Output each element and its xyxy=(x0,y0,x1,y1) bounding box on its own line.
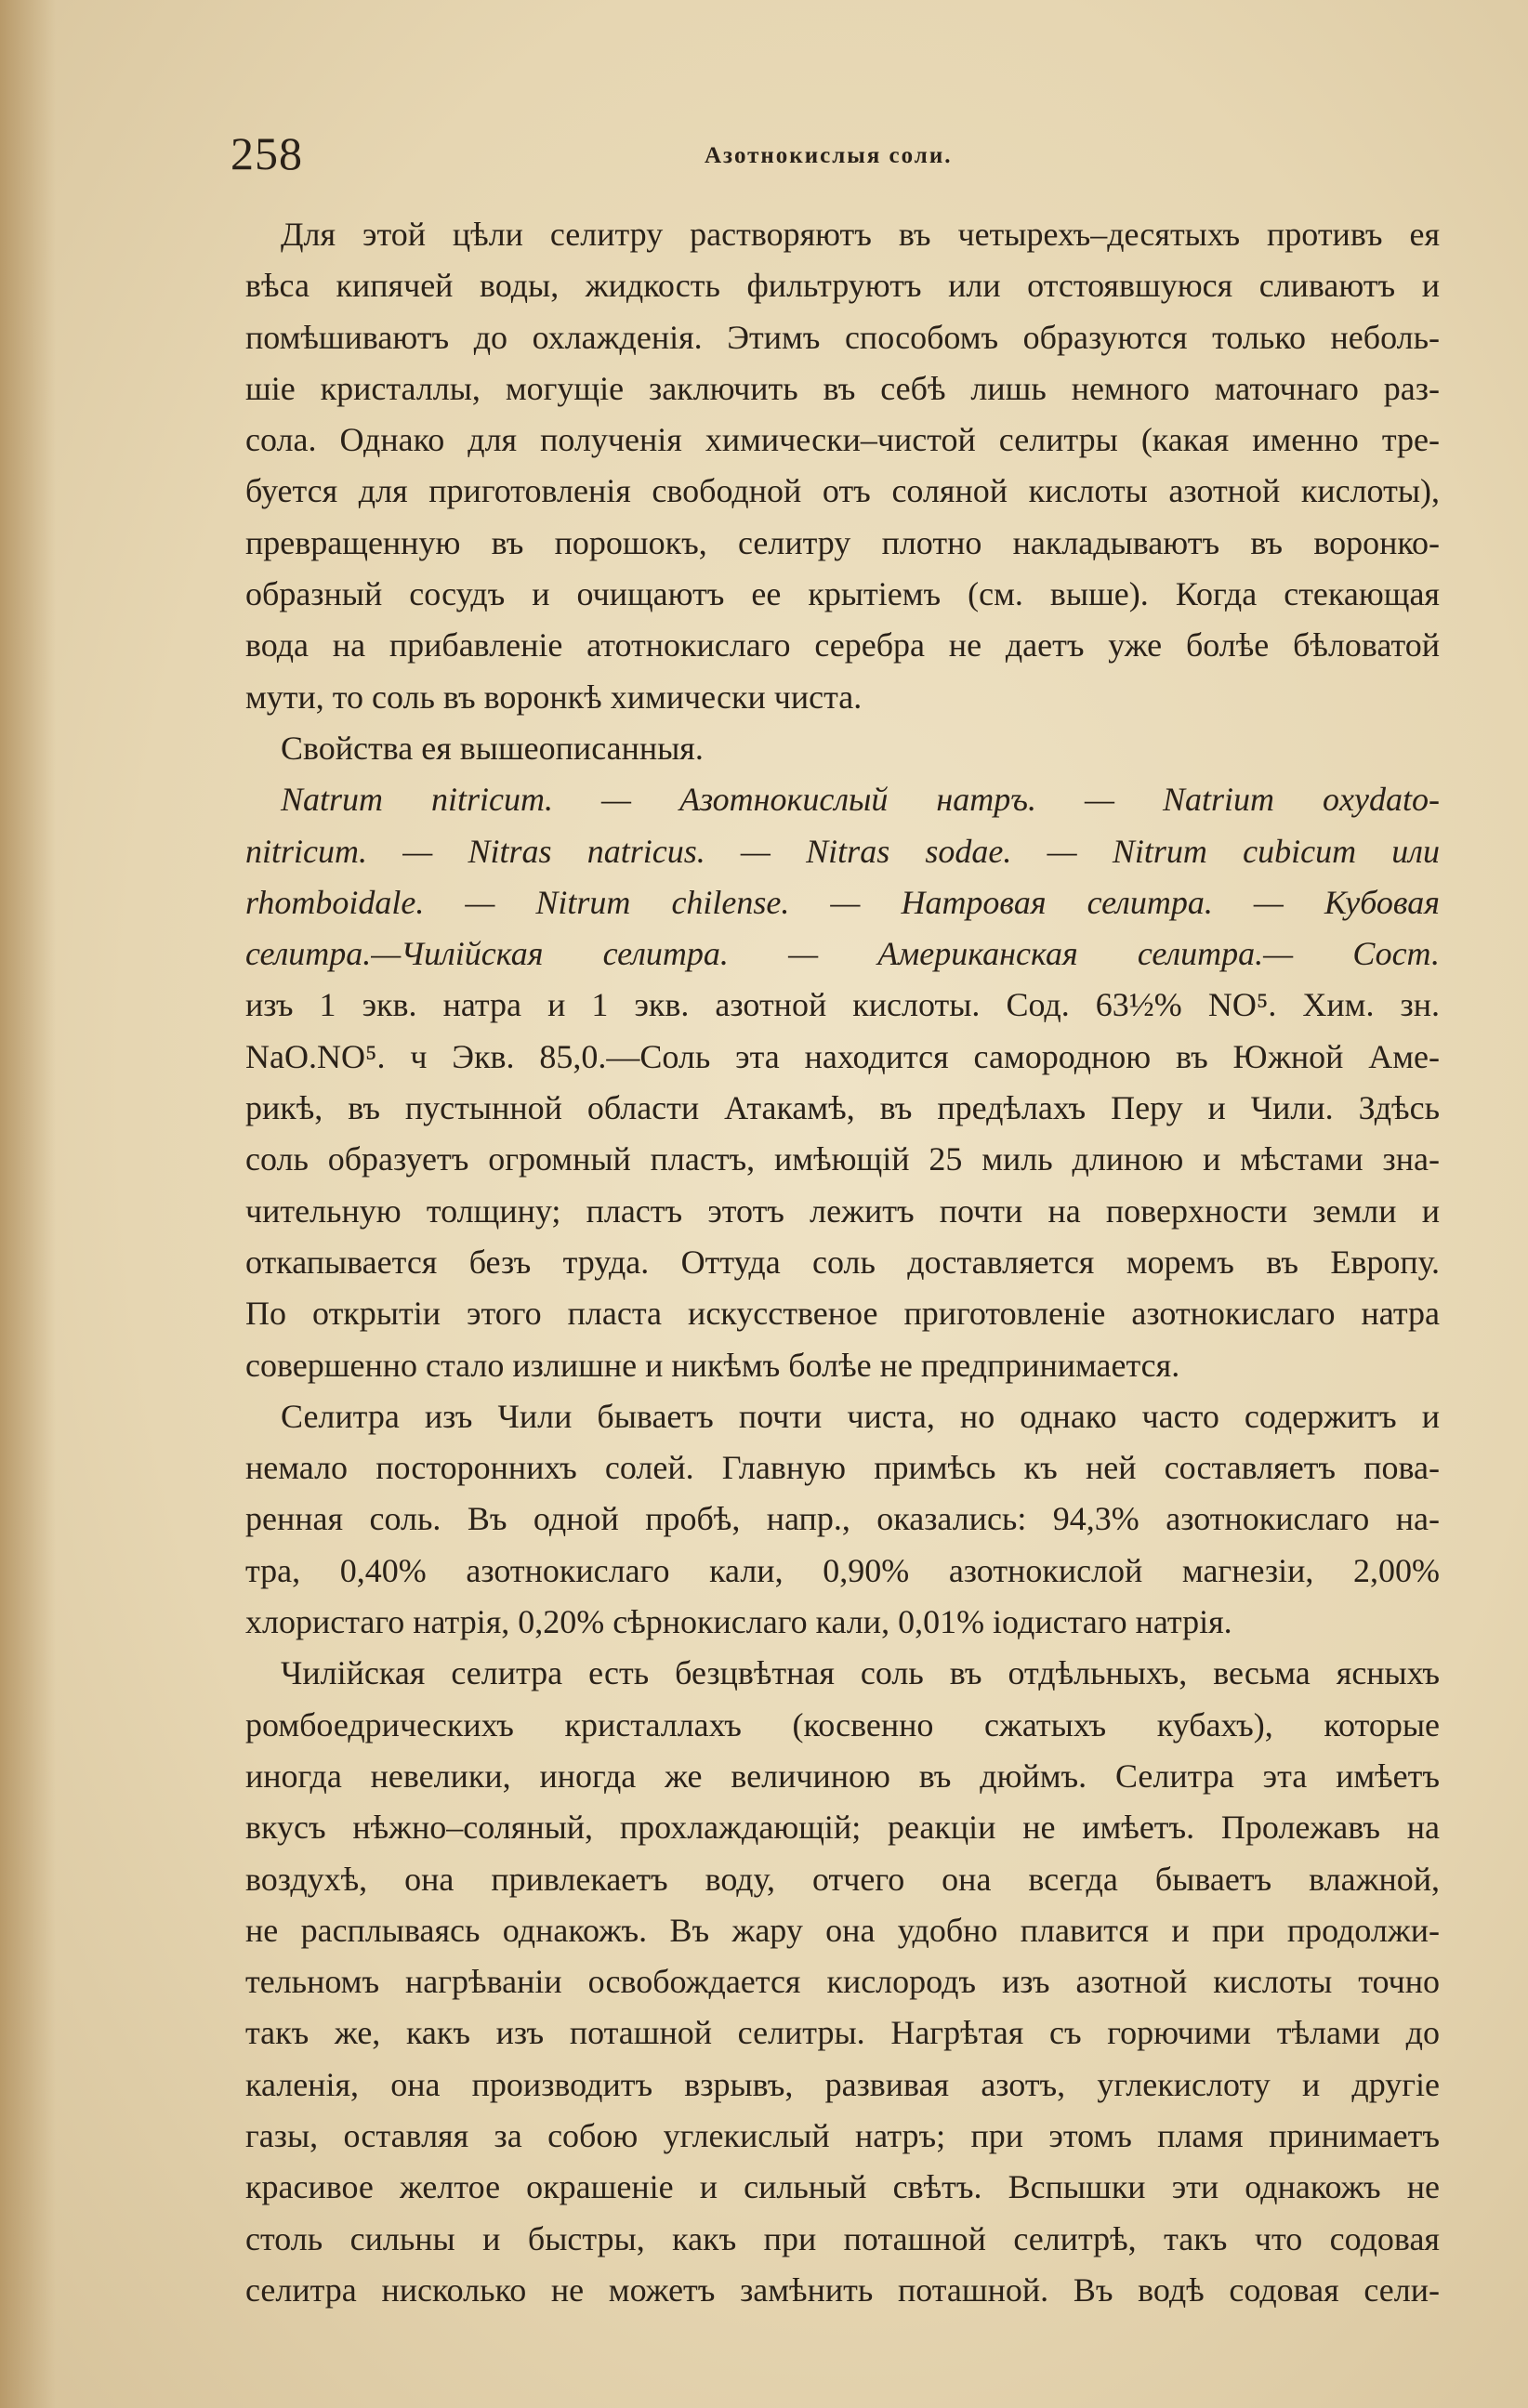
running-head: Азотнокислыя соли. xyxy=(705,143,953,168)
text-line: селитра нисколько не можетъ замѣнить поташной. Въ водѣ содовая сели- xyxy=(245,2270,1440,2309)
text-line: чительную толщину; пластъ этотъ лежитъ почти на поверхности земли и xyxy=(245,1191,1440,1230)
text-line: NaO.NO⁵. ч Экв. 85,0.—Соль эта находится самородною въ Южной Аме- xyxy=(245,1037,1440,1075)
text-line: ренная соль. Въ одной пробѣ, напр., оказались: 94,3% азотнокислаго на- xyxy=(245,1500,1440,1538)
text-line: сола. Однако для полученія химически–чистой селитры (какая именно тре- xyxy=(245,421,1440,459)
text-line: По открытіи этого пласта искусственое приготовленіе азотнокислаго натра xyxy=(245,1295,1440,1333)
text-line: тельномъ нагрѣваніи освобождается кислородъ изъ азотной кислоты точно xyxy=(245,1963,1440,2001)
text-line: вѣса кипячей воды, жидкость фильтруютъ или отстоявшуюся сливаютъ и xyxy=(245,267,1440,305)
page-gutter-shadow xyxy=(0,0,56,2408)
text-line: каленія, она производитъ взрывъ, развивая азотъ, углекислоту и другіе xyxy=(245,2065,1440,2103)
text-line: изъ 1 экв. натра и 1 экв. азотной кислоты. Сод. 63½% NO⁵. Хим. зн. xyxy=(245,986,1440,1024)
text-line: красивое желтое окрашеніе и сильный свѣтъ. Вспышки эти однакожъ не xyxy=(245,2168,1440,2206)
text-line: немало постороннихъ солей. Главную примѣсь къ ней составляетъ пова- xyxy=(245,1449,1440,1487)
text-line: Чилійская селитра есть безцвѣтная соль въ отдѣльныхъ, весьма ясныхъ xyxy=(281,1654,1440,1692)
text-line: не расплываясь однакожъ. Въ жару она удобно плавится и при продолжи- xyxy=(245,1911,1440,1949)
text-line: вкусъ нѣжно–соляный, прохлаждающій; реакціи не имѣетъ. Пролежавъ на xyxy=(245,1809,1440,1847)
text-line: Селитра изъ Чили бываетъ почти чиста, но однако часто содержитъ и xyxy=(281,1397,1440,1435)
text-line: Для этой цѣли селитру растворяютъ въ четырехъ–десятыхъ противъ ея xyxy=(281,216,1440,253)
text-line: вода на прибавленіе атотнокислаго серебра не даетъ уже болѣе бѣловатой xyxy=(245,626,1440,665)
text-line: шіе кристаллы, могущіе заключить въ себѣ лишь немного маточнаго раз- xyxy=(245,369,1440,407)
text-line: nitricum. — Nitras natricus. — Nitras sodae. — Nitrum cubicum или xyxy=(245,832,1440,870)
text-line: селитра.—Чилійская селитра. — Американская селитра.— Сост. xyxy=(245,935,1440,973)
text-line: совершенно стало излишне и никѣмъ болѣе не предпринимается. xyxy=(245,1346,1180,1384)
text-line: рикѣ, въ пустынной области Атакамѣ, въ предѣлахъ Перу и Чили. Здѣсь xyxy=(245,1089,1440,1127)
page-header xyxy=(231,126,1439,182)
text-line: иногда невелики, иногда же величиною въ дюймъ. Селитра эта имѣетъ xyxy=(245,1757,1440,1795)
text-line: ромбоедрическихъ кристаллахъ (косвенно сжатыхъ кубахъ), которые xyxy=(245,1705,1440,1743)
text-line: хлористаго натрія, 0,20% сѣрнокислаго кали, 0,01% іодистаго натрія. xyxy=(245,1603,1232,1641)
text-line: откапывается безъ труда. Оттуда соль доставляется моремъ въ Европу. xyxy=(245,1243,1440,1281)
text-line: помѣшиваютъ до охлажденія. Этимъ способомъ образуются только неболь- xyxy=(245,318,1440,356)
text-line: Свойства ея вышеописанныя. xyxy=(281,729,704,767)
text-line: газы, оставляя за собою углекислый натръ; при этомъ пламя принимаетъ xyxy=(245,2116,1440,2154)
text-line: тра, 0,40% азотнокислаго кали, 0,90% азотнокислой магнезіи, 2,00% xyxy=(245,1551,1440,1589)
text-line: Natrum nitricum. — Азотнокислый натръ. — Natrium oxydato- xyxy=(281,781,1440,819)
text-line: rhomboidale. — Nitrum chilense. — Натровая селитра. — Кубовая xyxy=(245,883,1440,921)
text-line: такъ же, какъ изъ поташной селитры. Нагрѣтая съ горючими тѣлами до xyxy=(245,2014,1440,2052)
text-line: превращенную въ порошокъ, селитру плотно накладываютъ въ воронко- xyxy=(245,523,1440,561)
text-line: соль образуетъ огромный пластъ, имѣющій 25 миль длиною и мѣстами зна- xyxy=(245,1140,1440,1178)
text-line: буется для приготовленія свободной отъ соляной кислоты азотной кислоты), xyxy=(245,472,1440,510)
text-line: столь сильны и быстры, какъ при поташной селитрѣ, такъ что содовая xyxy=(245,2219,1440,2257)
page-number: 258 xyxy=(231,127,303,179)
text-line: воздухѣ, она привлекаетъ воду, отчего она всегда бываетъ влажной, xyxy=(245,1860,1440,1898)
text-line: образный сосудъ и очищаютъ ее крытіемъ (см. выше). Когда стекающая xyxy=(245,575,1440,613)
page-body xyxy=(245,209,1440,2316)
text-line: мути, то соль въ воронкѣ химически чиста. xyxy=(245,678,863,716)
